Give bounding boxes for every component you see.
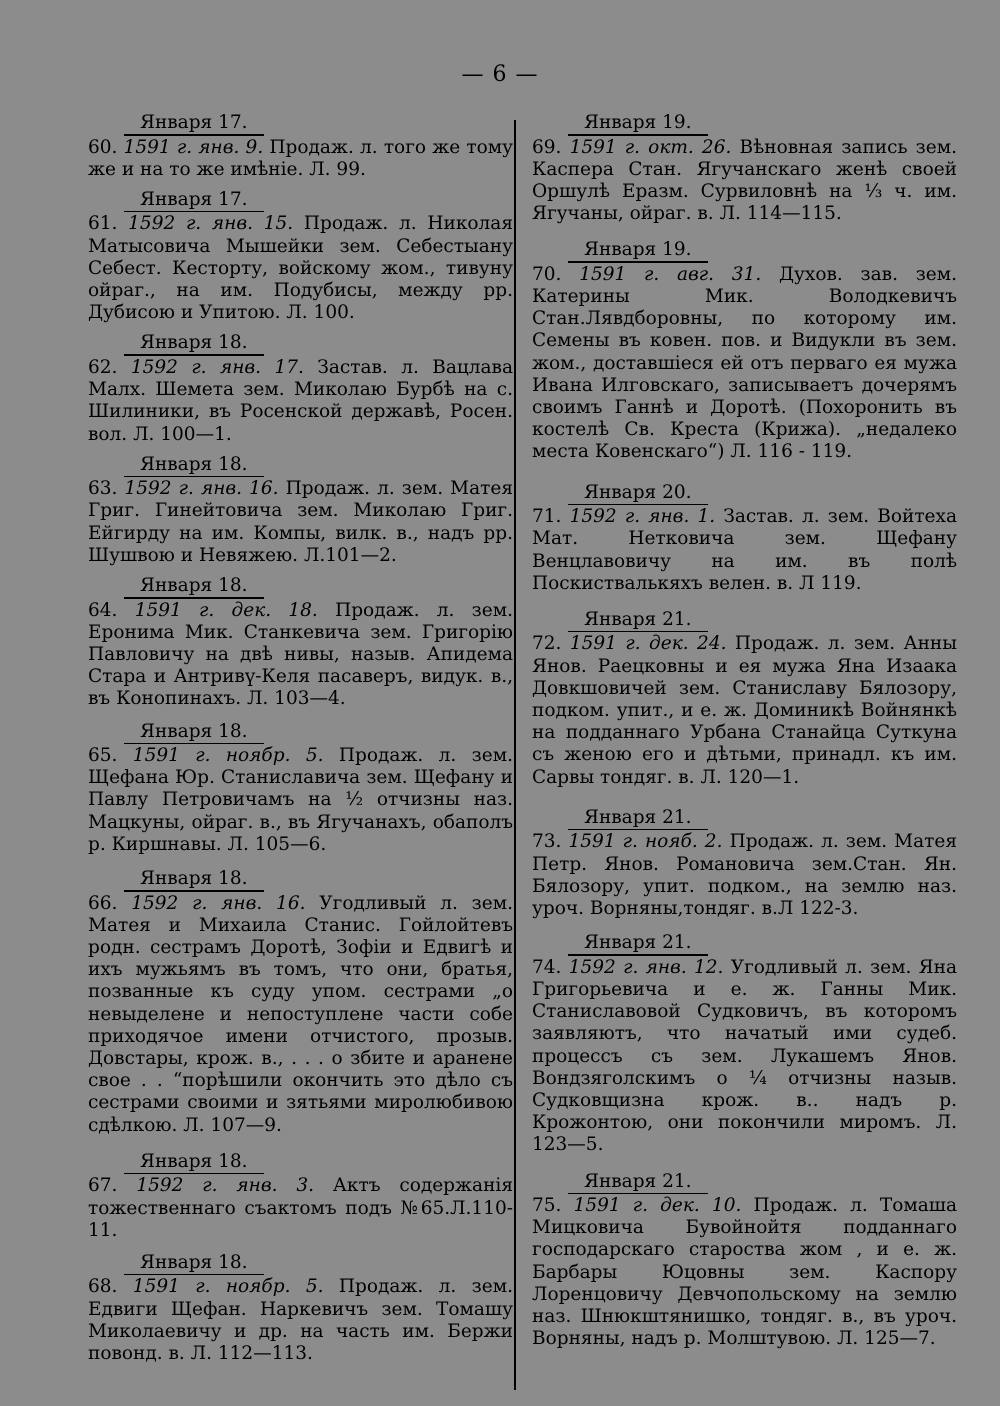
entry-body: Продаж. л. зем. Едвиги Щефан. Наркевичъ зем. Томашу Миколаевичу и др. на часть им. Бержи повонд. в. Л. 112—113. [88, 1276, 513, 1365]
right-column [532, 112, 957, 1358]
entry-text [88, 213, 513, 324]
entry [532, 112, 957, 225]
entry-number: 72. [532, 633, 562, 655]
entry-number: 71. [532, 506, 562, 528]
entry-text [88, 357, 513, 446]
date-rule [124, 1274, 264, 1276]
entry-text [88, 600, 513, 711]
entry-body: Продаж. л. Николая Матысовича Мышейки зем. Себестыану Себест. Кесторту, войскому жом., тивуну ойраг., на им. Подубисы, между рр. Дубисою и Упитою. Л. 100. [88, 213, 513, 324]
date-rule [124, 743, 264, 745]
entry-text [88, 893, 513, 1137]
entry [532, 609, 957, 789]
entry-ref-date: 1592 г. янв. 15. [128, 213, 294, 235]
date-rule [124, 211, 264, 213]
entry-ref-date: 1591 г. ноябр. 5. [132, 1276, 324, 1298]
entry-date: Января 20. [584, 481, 692, 503]
entry-number: 73. [532, 831, 562, 853]
entry [532, 807, 957, 920]
entry-number: 60. [88, 136, 118, 158]
date-rule [124, 1173, 264, 1175]
entry-number: 75. [532, 1195, 562, 1217]
entry-date: Января 18. [140, 720, 248, 742]
entry [88, 112, 513, 181]
entry [88, 868, 513, 1137]
entry [532, 239, 957, 463]
entry-text [532, 264, 957, 464]
entry-ref-date: 1592 г. янв. 12. [568, 956, 724, 978]
entry-date: Января 18. [140, 1150, 248, 1172]
entry-body: Продаж. л. того же тому же и на то же имѣніе. Л. 99. [88, 136, 513, 180]
page-number: — 6 — [461, 62, 539, 87]
entry-ref-date: 1591 г. авг. 31. [579, 263, 762, 285]
entry-body: Продаж. л. Томаша Мицковича Бувойнойтя подданнаго господарскаго староства жом , и е. ж. Барбары Юцовны зем. Каспору Лоренцовичу Девчопольскому на землю наз. Шнюкштянишко, тондяг. в., въ уроч. Ворняны, надъ р. Молштувою. Л. 125—7. [532, 1195, 957, 1350]
entry-text [88, 1276, 513, 1365]
entry-ref-date: 1592 г. янв. 16. [124, 478, 279, 500]
entry-ref-date: 1591 г. нояб. 2. [568, 831, 723, 853]
entry-date: Января 18. [140, 1251, 248, 1273]
date-rule [124, 134, 264, 136]
date-rule [568, 954, 708, 956]
entry [532, 482, 957, 595]
entry-ref-date: 1591 г. янв. 9. [123, 136, 264, 158]
entry-body: Вѣновная запись зем. Каспера Стан. Ягучанскаго женѣ своей Оршулѣ Еразм. Сурвиловнѣ на ⅓ ч. им. Ягучаны, ойраг. в. Л. 114—115. [532, 136, 957, 225]
entry-ref-date: 1592 г. янв. 17. [130, 356, 304, 378]
date-rule [568, 1193, 708, 1195]
entry-date: Января 17. [140, 112, 248, 133]
entry-ref-date: 1591 г. дек. 10. [573, 1195, 742, 1217]
entry-ref-date: 1592 г. янв. 3. [136, 1175, 314, 1197]
entry-body: Застав. л. Вацлава Малх. Шемета зем. Миколаю Бурбѣ на с. Шилиники, въ Росенской державѣ, Росен. вол. Л. 100—1. [88, 356, 513, 445]
entry-body: Актъ содержанія тожественнаго съактомъ подъ №65.Л.110-11. [88, 1175, 513, 1241]
entry-date: Января 18. [140, 575, 248, 597]
date-rule [568, 134, 708, 136]
entry [88, 1151, 513, 1242]
entry-date: Января 17. [140, 188, 248, 210]
entry-date: Января 21. [584, 608, 692, 630]
entry-text [88, 137, 513, 181]
entry-body: Продаж. л. зем. Еронима Мик. Станкевича зем. Григорію Павловичу на двѣ нивы, назыв. Апидема Стара и Антривү-Келя пасаверъ, видук. в., въ Конопинахъ. Л. 103—4. [88, 599, 513, 710]
entry [532, 932, 957, 1156]
entry [88, 1252, 513, 1365]
entry [88, 454, 513, 567]
entry-body: Продаж. л. зем. Щефана Юр. Станиславича зем. Щефану и Павлу Петровичамъ на ½ отчизны наз. Мацкуны, ойраг. в., въ Ягучанахъ, обаполъ р. Киршнавы. Л. 105—6. [88, 745, 513, 855]
entry-number: 63. [88, 478, 118, 500]
entry-body: Застав. л. зем. Войтеха Мат. Нетковича зем. Щефану Венцлавовичу на им. въ полѣ Поскиствалькяхъ велен. в. Л 119. [532, 506, 957, 594]
entry-body: Угодливый л. зем. Яна Григорьевича и е. ж. Ганны Мик. Станиславовой Судковичъ, въ которомъ заявляютъ, что начатый ими судеб. процессъ съ зем. Лукашемъ Янов. Вондзяголскимъ о ¼ отчизны назыв. Судковщизна крож. в.. надъ р. Крожонтою, они покончили миромъ. Л. 123—5. [532, 956, 957, 1156]
entry-number: 70. [532, 263, 562, 285]
entry-date: Января 18. [140, 332, 248, 354]
date-rule [568, 829, 708, 831]
entry-body: Духов. зав. зем. Катерины Мик. Володкевичъ Стан.Лявдборовны, по которому им. Семены въ ковен. пов. и Видукли въ зем. жом., доставшіеся ей отъ перваго ея мужа Ивана Илговскаго, записываетъ дочерямъ своимъ Ганнѣ и Доротѣ. (Похоронить въ костелѣ Св. Креста (Крижа). „недалеко места Ковенскаго“) Л. 116 - 119. [532, 263, 958, 463]
date-rule [124, 597, 264, 599]
date-rule [568, 631, 708, 633]
entry-date: Января 21. [584, 1170, 692, 1192]
date-rule [568, 261, 708, 263]
column-divider [514, 120, 516, 1390]
entry-number: 68. [88, 1276, 118, 1298]
entry-ref-date: 1592 г. янв. 1. [569, 506, 716, 528]
entry [88, 575, 513, 711]
entry-text [532, 831, 957, 920]
entry [532, 1171, 957, 1351]
entry-text [532, 1195, 957, 1350]
entry-text [88, 745, 513, 856]
entry-number: 61. [88, 213, 118, 235]
entry-ref-date: 1591 г. окт. 26. [569, 136, 732, 158]
entry-number: 65. [88, 745, 118, 767]
left-column [88, 112, 513, 1373]
entry [88, 721, 513, 857]
date-rule [124, 890, 264, 892]
entry-number: 69. [532, 136, 562, 158]
entry-date: Января 19. [584, 112, 692, 133]
entry-date: Января 21. [584, 806, 692, 828]
date-rule [568, 504, 708, 506]
entry-text [88, 1175, 513, 1242]
entry-date: Января 18. [140, 868, 248, 890]
entry-text [532, 633, 957, 788]
entry-ref-date: 1591 г. ноябр. 5. [132, 745, 324, 767]
entry-date: Января 21. [584, 932, 692, 954]
entry-text [532, 957, 957, 1157]
entry-number: 67. [88, 1175, 118, 1197]
entry [88, 332, 513, 445]
entry-body: Продаж. л. зем. Анны Янов. Раецковны и ея мужа Яна Изаака Довкшовичей зем. Станиславу Бялозору, подком. упит., и е. ж. Доминикѣ Войнянкѣ на подданнаго Урбана Станайца Суткуна съ женою его и дѣтьми, принадл. къ им. Сарвы тондяг. в. Л. 120—1. [532, 633, 957, 788]
entry-ref-date: 1592 г. янв. 16. [131, 892, 306, 914]
entry-number: 64. [88, 599, 118, 621]
entry-body: Продаж. л. зем. Матея Григ. Гинейтовича зем. Миколаю Григ. Ейгирду на им. Компы, вилк. в., надъ рр. Шушвою и Невяжею. Л.101—2. [88, 478, 513, 566]
entry-ref-date: 1591 г. дек. 18. [134, 599, 318, 621]
date-rule [124, 354, 264, 356]
entry-date: Января 19. [584, 239, 692, 261]
entry-text [88, 478, 513, 567]
entry-number: 62. [88, 356, 118, 378]
entry-text [532, 137, 957, 226]
entry [88, 189, 513, 325]
entry-ref-date: 1591 г. дек. 24. [569, 633, 727, 655]
entry-number: 74. [532, 956, 562, 978]
entry-date: Января 18. [140, 453, 248, 475]
entry-text [532, 506, 957, 595]
entry-number: 66. [88, 892, 118, 914]
date-rule [124, 476, 264, 478]
entry-body: Угодливый л. зем. Матея и Михаила Станис. Гойлойтевъ родн. сестрамъ Доротѣ, Зофіи и Едвигѣ и ихъ мужьямъ въ томъ, что они, братья, позванные къ суду упом. сестрами „о невыделене и непоступлене части собе приходячое имени отчистого, прозыв. Довстары, крож. в., . . . о збите и аранене свое . . “порѣшили окончить это дѣло съ сестрами своими и зятьями миролюбивою сдѣлкою. Л. 107—9. [88, 892, 513, 1136]
entry-body: Продаж. л. зем. Матея Петр. Янов. Романовича зем.Стан. Ян. Бялозору, упит. подком., на землю наз. уроч. Ворняны,тондяг. в.Л 122-3. [532, 831, 958, 919]
